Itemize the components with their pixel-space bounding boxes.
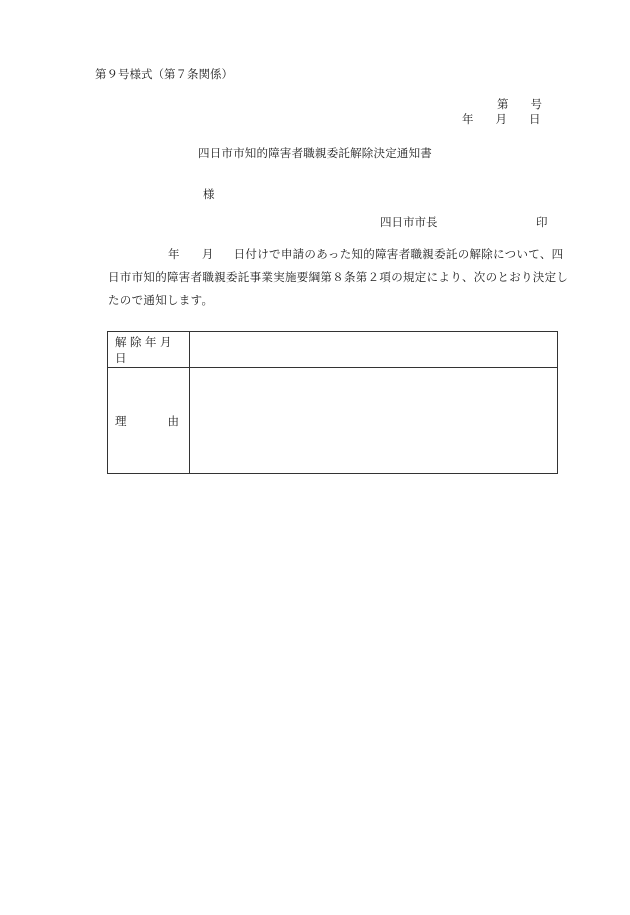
body-line-2: 日市市知的障害者職親委託事業実施要綱第８条第２項の規定により、次のとおり決定し bbox=[108, 270, 569, 284]
document-date-line bbox=[462, 112, 541, 126]
reason-label-cell bbox=[108, 368, 190, 474]
reason-label bbox=[115, 413, 179, 429]
document-number-line bbox=[497, 97, 542, 111]
reason-value-cell bbox=[190, 368, 558, 474]
document-title: 四日市市知的障害者職親委託解除決定通知書 bbox=[198, 146, 432, 160]
body-month-label: 月 bbox=[201, 247, 214, 261]
document-number-suffix: 号 bbox=[530, 97, 542, 111]
cancellation-date-label: 解除年月日 bbox=[115, 334, 175, 365]
document-number-prefix: 第 bbox=[497, 97, 509, 111]
issuer-name: 四日市市長 bbox=[380, 215, 438, 229]
date-month-label: 月 bbox=[495, 112, 507, 126]
seal-mark: 印 bbox=[536, 215, 548, 229]
table-row bbox=[108, 368, 558, 474]
form-number: 第９号様式（第７条関係） bbox=[95, 67, 233, 81]
date-year-label: 年 bbox=[462, 112, 474, 126]
reason-label-right: 由 bbox=[167, 413, 179, 428]
decision-table bbox=[107, 331, 558, 474]
addressee-suffix: 様 bbox=[203, 187, 215, 201]
date-day-label: 日 bbox=[529, 112, 541, 126]
body-line-1-text: 日付けで申請のあった知的障害者職親委託の解除について、四 bbox=[233, 247, 564, 261]
reason-label-left: 理 bbox=[115, 413, 127, 428]
cancellation-date-value-cell bbox=[190, 332, 558, 368]
cancellation-date-label-cell bbox=[108, 332, 190, 368]
body-line-1 bbox=[108, 243, 570, 266]
body-year-label: 年 bbox=[168, 247, 180, 261]
notice-body bbox=[108, 243, 570, 312]
body-line-3: たので通知します。 bbox=[108, 293, 214, 307]
table-row bbox=[108, 332, 558, 368]
